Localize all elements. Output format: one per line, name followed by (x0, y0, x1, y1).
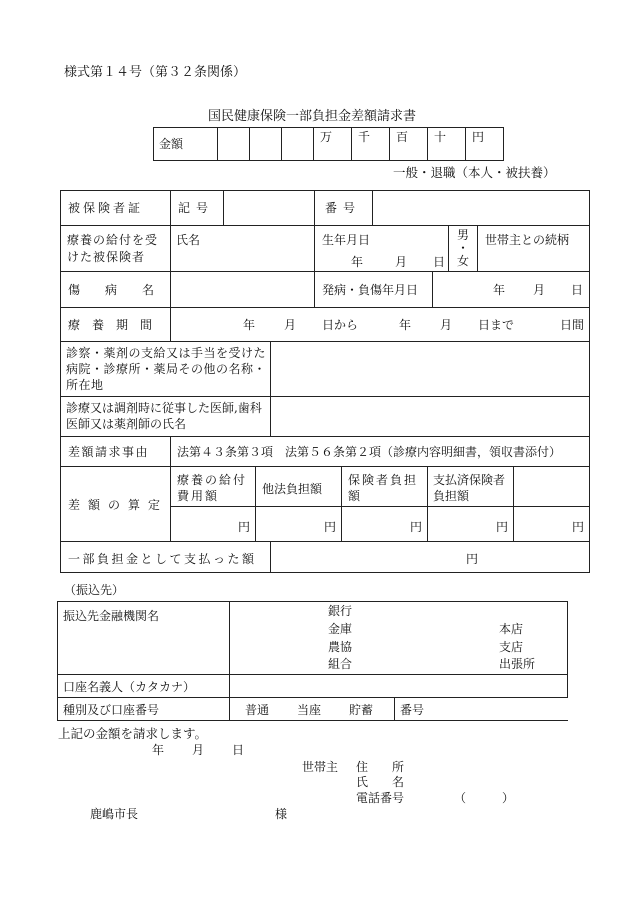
paid-yen: 円 (466, 552, 479, 566)
calc-yen: 円 (572, 520, 585, 534)
reason-text: 法第４３条第３項 法第５６条第２項（診療内容明細書，領収書添付） (177, 445, 562, 459)
period-label: 療養期間 (68, 318, 165, 332)
calc-yen: 円 (324, 520, 337, 534)
onset-month: 月 (533, 283, 546, 297)
doctor-field[interactable] (270, 396, 590, 437)
period-from-day: 日から (322, 318, 359, 332)
period-days: 日間 (560, 318, 585, 332)
account-label: 種別及び口座番号 (63, 703, 160, 717)
birthdate-year: 年 (351, 255, 364, 269)
period-to-month: 月 (440, 318, 453, 332)
holder-field[interactable] (229, 674, 568, 698)
symbol-field[interactable] (223, 190, 315, 226)
form-title: 国民健康保険一部負担金差額請求書 (208, 109, 417, 124)
account-type-futsu: 普通 (245, 703, 270, 717)
paid-label: 一部負担金として支払った額 (68, 552, 257, 566)
amount-label: 金額 (154, 128, 218, 161)
amount-unit-en[interactable]: 円 (466, 128, 504, 161)
amount-digit-cell[interactable] (250, 128, 282, 161)
onset-day: 日 (571, 283, 584, 297)
number-field[interactable] (372, 190, 590, 226)
category-line: 一般・退職（本人・被扶養） (393, 165, 556, 180)
facility-field[interactable] (270, 341, 590, 397)
calc-header-3: 保険者負担額 (348, 473, 419, 503)
branch-type-head: 本店 (499, 622, 524, 636)
account-number-label: 番号 (400, 703, 425, 717)
bank-type-nokyo: 農協 (328, 640, 353, 654)
amount-unit-hyaku[interactable]: 百 (390, 128, 428, 161)
period-field[interactable] (170, 307, 590, 342)
gender-male: 男 (457, 228, 470, 242)
paid-field[interactable] (270, 541, 590, 573)
bank-label: 振込先金融機関名 (63, 609, 160, 623)
period-from-year: 年 (243, 318, 256, 332)
branch-type-branch: 支店 (499, 640, 524, 654)
birthdate-day: 日 (433, 255, 446, 269)
period-to-year: 年 (399, 318, 412, 332)
gender-female: 女 (457, 254, 470, 268)
birthdate-label: 生年月日 (322, 233, 371, 247)
form-number: 様式第１４号（第３２条関係） (64, 65, 247, 80)
relation-label: 世帯主との続柄 (485, 233, 570, 247)
period-from-month: 月 (284, 318, 297, 332)
symbol-label: 記号 (178, 201, 215, 215)
period-to-day: 日まで (478, 318, 515, 332)
amount-digit-cell[interactable] (282, 128, 314, 161)
recipient-label: 療養の給付を受けた被保険者 (67, 233, 159, 264)
number-label: 番号 (325, 201, 362, 215)
birthdate-month: 月 (395, 255, 408, 269)
calc-header-1: 療養の給付費用額 (177, 473, 248, 503)
reason-label: 差額請求事由 (68, 445, 150, 459)
disease-label: 傷病名 (68, 283, 180, 297)
request-text: 上記の金額を請求します。 (58, 726, 208, 741)
calc-yen: 円 (238, 520, 251, 534)
calc-header-4: 支払済保険者負担額 (433, 473, 506, 503)
account-type-toza: 当座 (297, 703, 322, 717)
amount-box (153, 127, 504, 161)
gender-dot: ・ (457, 241, 470, 255)
date-year: 年 (152, 743, 165, 757)
signer-name-label: 氏 名 (356, 775, 405, 789)
facility-label: 診察・薬剤の支給又は手当を受けた病院・診療所・薬局その他の名称・所在地 (66, 346, 267, 392)
holder-label: 口座名義人（カタカナ） (63, 680, 196, 694)
householder-label: 世帯主 (302, 760, 339, 774)
addressee: 鹿嶋市長 (90, 807, 139, 821)
amount-digit-cell[interactable] (218, 128, 250, 161)
doctor-label: 診療又は調剤時に従事した医師,歯科医師又は薬剤師の氏名 (66, 401, 262, 431)
amount-unit-man[interactable]: 万 (314, 128, 352, 161)
onset-label: 発病・負傷年月日 (322, 283, 419, 297)
onset-year: 年 (493, 283, 506, 297)
calc-yen: 円 (410, 520, 423, 534)
onset-field[interactable] (432, 271, 590, 308)
insured-label: 被保険者証 (68, 201, 144, 215)
phone-parens: （ ） (454, 791, 515, 805)
calc-yen: 円 (496, 520, 509, 534)
calc-label: 差額の算定 (68, 498, 169, 512)
account-type-chochiku: 貯蓄 (349, 703, 374, 717)
main-table (60, 190, 590, 573)
phone-label: 電話番号 (356, 791, 405, 805)
honorific: 様 (275, 807, 288, 821)
calc-header-cell (513, 466, 590, 507)
name-label: 氏名 (176, 233, 201, 247)
bank-type-bank: 銀行 (328, 604, 353, 618)
bank-type-kinko: 金庫 (328, 622, 353, 636)
calc-header-2: 他法負担額 (262, 482, 323, 496)
address-label: 住 所 (356, 760, 405, 774)
amount-unit-juu[interactable]: 十 (428, 128, 466, 161)
transfer-table (57, 601, 568, 721)
disease-field[interactable] (170, 271, 315, 308)
date-month: 月 (192, 743, 205, 757)
amount-unit-sen[interactable]: 千 (352, 128, 390, 161)
date-day: 日 (232, 743, 245, 757)
bank-type-kumiai: 組合 (328, 657, 353, 671)
branch-type-sub: 出張所 (499, 657, 536, 671)
transfer-heading: （振込先） (64, 583, 125, 597)
